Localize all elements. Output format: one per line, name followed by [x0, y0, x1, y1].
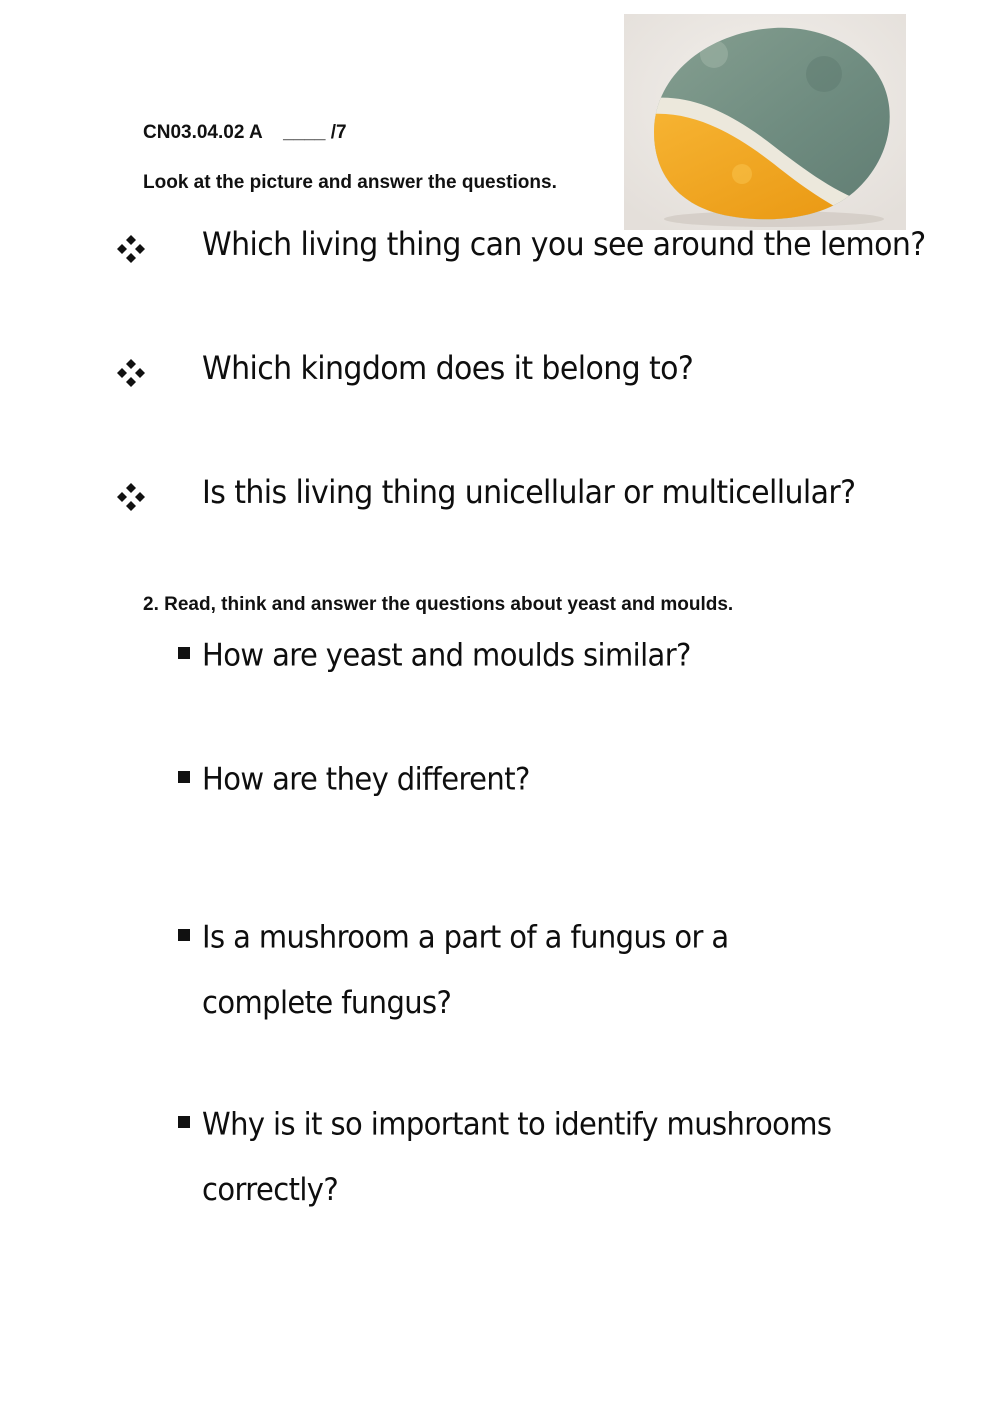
question-7: Why is it so important to identify mushrooms correctly?: [202, 1105, 832, 1208]
question-1: Which living thing can you see around the lemon?: [202, 226, 926, 264]
worksheet-code: CN03.04.02 A: [143, 122, 262, 143]
square-bullet-icon: [178, 1116, 190, 1128]
diamond-bullet-icon: [114, 356, 148, 390]
question-2: Which kingdom does it belong to?: [202, 350, 694, 388]
square-bullet-icon: [178, 929, 190, 941]
diamond-bullet-icon: [114, 480, 148, 514]
square-bullet-icon: [178, 771, 190, 783]
question-6: Is a mushroom a part of a fungus or a complete fungus?: [202, 918, 729, 1021]
section-2-title: 2. Read, think and answer the questions about yeast and moulds.: [143, 594, 734, 615]
worksheet-code-line: [143, 122, 347, 144]
mouldy-lemon-image: [624, 14, 906, 230]
diamond-bullet-icon: [114, 232, 148, 266]
score-blank: ____: [283, 122, 326, 143]
mouldy-lemon-illustration: [624, 14, 906, 230]
question-4: How are yeast and moulds similar?: [202, 636, 691, 673]
question-5: How are they different?: [202, 760, 530, 797]
instruction-text: Look at the picture and answer the questions.: [143, 172, 557, 193]
square-bullet-icon: [178, 647, 190, 659]
score-total: /7: [330, 122, 347, 143]
question-3: Is this living thing unicellular or multicellular?: [202, 474, 856, 512]
